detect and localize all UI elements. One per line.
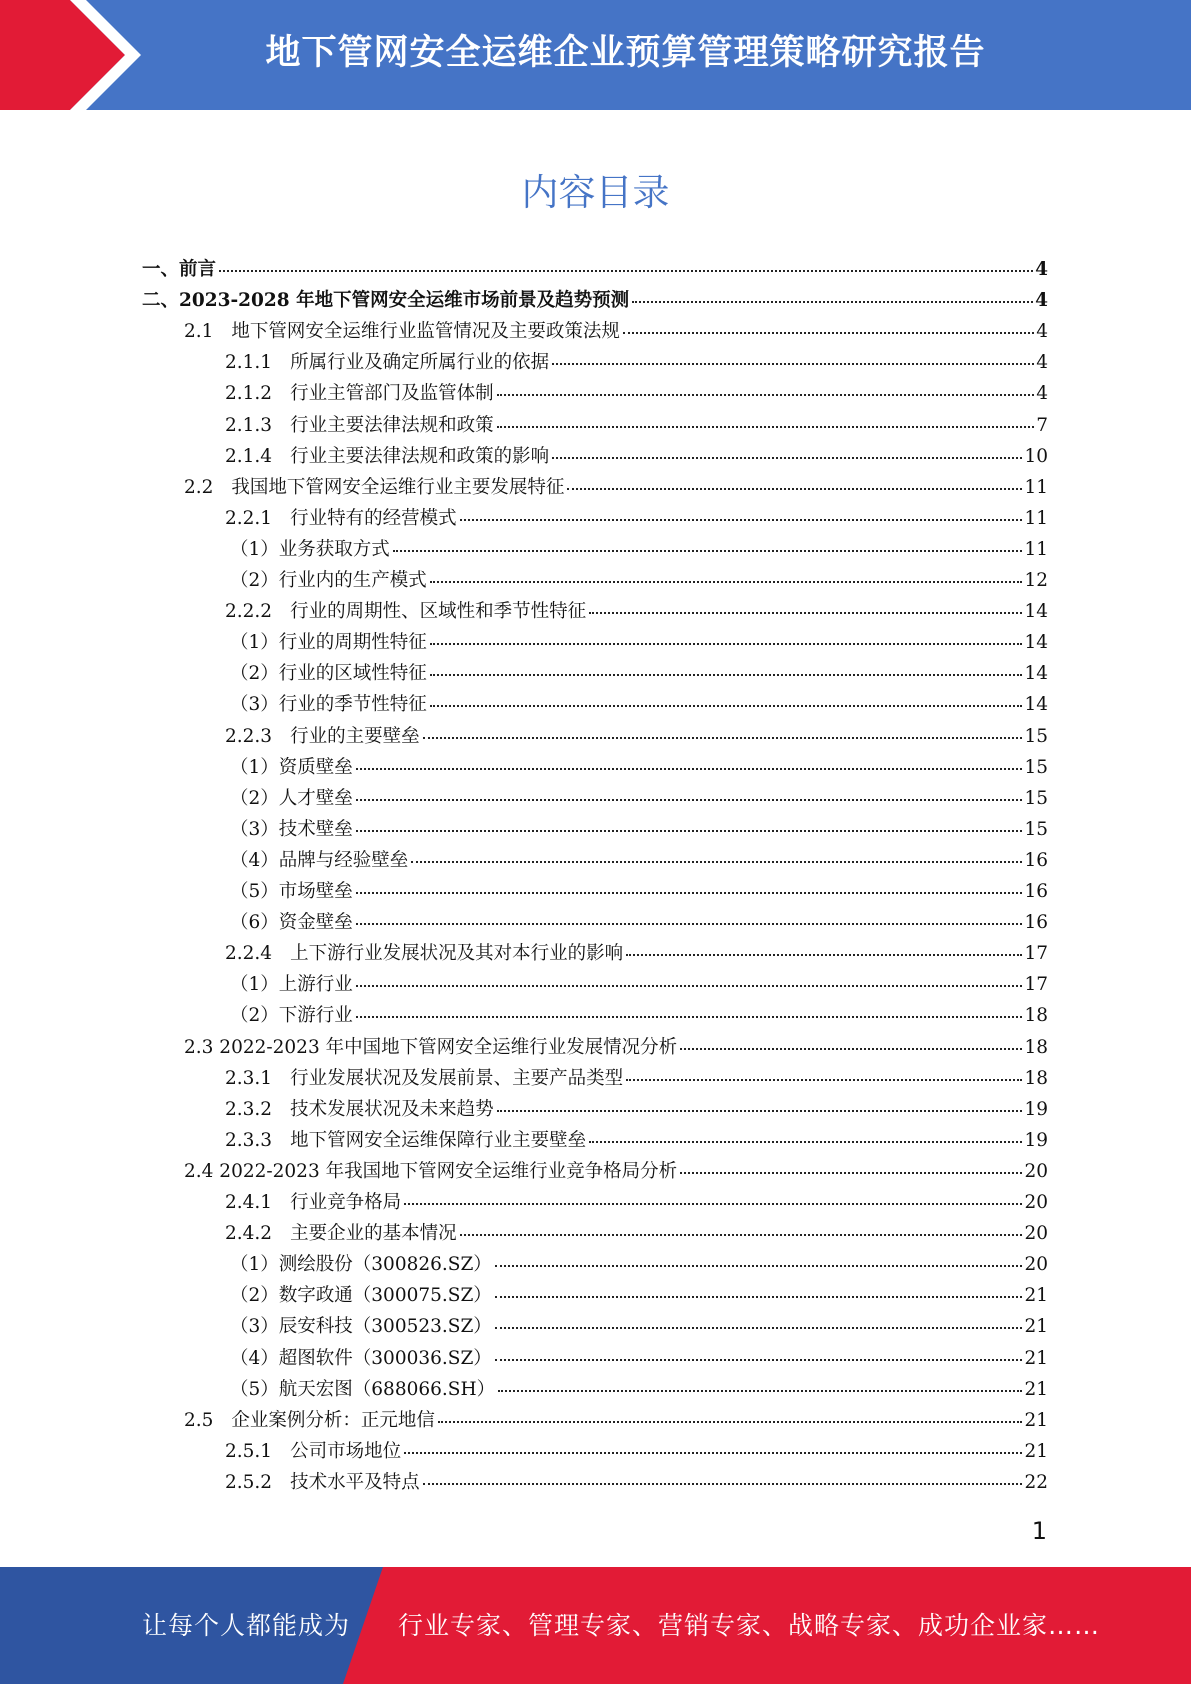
dot-leader <box>404 1184 1022 1205</box>
toc-entry-title: 企业案例分析：正元地信 <box>231 1409 435 1431</box>
dot-leader <box>430 686 1023 707</box>
toc-entry[interactable] <box>230 1000 1048 1031</box>
toc-entry-title: 品牌与经验壁垒 <box>278 849 409 871</box>
toc-entry-page: 4 <box>1036 382 1048 404</box>
dot-leader <box>430 562 1023 583</box>
dot-leader <box>552 438 1022 459</box>
toc-entry[interactable] <box>225 503 1048 534</box>
toc-entry[interactable] <box>230 534 1048 565</box>
toc-entry-number: （2） <box>230 1004 279 1026</box>
toc-entry[interactable] <box>184 1032 1048 1063</box>
toc-heading: 内容目录 <box>521 171 670 214</box>
toc-entry-number: 2.4.2 <box>225 1222 273 1244</box>
dot-leader <box>356 811 1023 832</box>
toc-entry[interactable] <box>225 1218 1048 1249</box>
dot-leader <box>423 1464 1023 1485</box>
toc-entry-number: 2.2.3 <box>225 725 273 747</box>
toc-entry-number: 2.5 <box>184 1409 214 1431</box>
dot-leader <box>356 966 1023 987</box>
toc-entry-page: 4 <box>1036 351 1048 373</box>
dot-leader <box>430 655 1023 676</box>
toc-entry[interactable] <box>142 254 1048 285</box>
toc-entry-page: 14 <box>1024 693 1048 715</box>
toc-entry[interactable] <box>225 378 1048 409</box>
toc-entry-title: 数字政通（300075.SZ） <box>278 1284 492 1306</box>
toc-entry-page: 14 <box>1024 600 1048 622</box>
toc-entry-number: 2.3.2 <box>225 1098 273 1120</box>
toc-entry-number: 一、 <box>142 258 180 280</box>
toc-entry-title: 2.3 2022-2023 年中国地下管网安全运维行业发展情况分析 <box>184 1036 678 1058</box>
toc-entry-title: 公司市场地位 <box>290 1440 402 1462</box>
toc-entry-title: 前言 <box>179 258 217 280</box>
toc-entry[interactable] <box>225 596 1048 627</box>
toc-entry-number: 2.2.2 <box>225 600 273 622</box>
toc-entry[interactable] <box>230 565 1048 596</box>
dot-leader <box>356 997 1023 1018</box>
dot-leader <box>497 1091 1023 1112</box>
toc-entry[interactable] <box>230 1249 1048 1280</box>
footer-slogan-right: 行业专家、管理专家、营销专家、战略专家、成功企业家…… <box>398 1611 1101 1640</box>
toc-entry-page: 21 <box>1024 1378 1048 1400</box>
toc-entry-title: 行业竞争格局 <box>290 1191 402 1213</box>
toc-entry[interactable] <box>230 1343 1048 1374</box>
toc-entry[interactable] <box>230 1374 1048 1405</box>
toc-entry-number: 2.4.1 <box>225 1191 273 1213</box>
toc-entry[interactable] <box>142 285 1048 316</box>
dot-leader <box>460 1215 1023 1236</box>
toc-entry-title: 行业的周期性、区域性和季节性特征 <box>290 600 587 622</box>
report-title: 地下管网安全运维企业预算管理策略研究报告 <box>265 33 986 73</box>
toc-entry-number: （4） <box>230 1347 279 1369</box>
toc-entry-page: 21 <box>1024 1284 1048 1306</box>
toc-entry[interactable] <box>225 1063 1048 1094</box>
toc-entry-page: 21 <box>1024 1440 1048 1462</box>
toc-entry-number: 2.5.1 <box>225 1440 273 1462</box>
toc-entry[interactable] <box>225 1187 1048 1218</box>
dot-leader <box>495 1246 1023 1267</box>
dot-leader <box>356 904 1023 925</box>
toc-entry[interactable] <box>230 752 1048 783</box>
toc-entry-title: 资质壁垒 <box>278 756 353 778</box>
toc-entry[interactable] <box>230 814 1048 845</box>
toc-entry-number: （4） <box>230 849 279 871</box>
dot-leader <box>623 313 1034 334</box>
toc-entry-number: （1） <box>230 538 279 560</box>
toc-entry[interactable] <box>184 1405 1048 1436</box>
toc-entry[interactable] <box>230 1311 1048 1342</box>
toc-entry-page: 17 <box>1024 942 1048 964</box>
toc-entry-title: 行业主要法律法规和政策的影响 <box>290 445 550 467</box>
toc-entry-page: 22 <box>1024 1471 1048 1493</box>
toc-entry-title: 超图软件（300036.SZ） <box>278 1347 492 1369</box>
toc-entry-number: （2） <box>230 662 279 684</box>
dot-leader <box>430 624 1023 645</box>
toc-entry-page: 12 <box>1024 569 1048 591</box>
footer-slogan-left: 让每个人都能成为 <box>142 1611 351 1640</box>
dot-leader <box>589 1122 1022 1143</box>
toc-entry-title: 行业内的生产模式 <box>278 569 427 591</box>
dot-leader <box>567 469 1022 490</box>
toc-entry-page: 14 <box>1024 631 1048 653</box>
toc-entry-page: 4 <box>1036 320 1048 342</box>
toc-entry-page: 20 <box>1024 1222 1048 1244</box>
toc-entry-title: 行业的主要壁垒 <box>290 725 420 747</box>
toc-entry[interactable] <box>230 689 1048 720</box>
toc-entry[interactable] <box>225 721 1048 752</box>
dot-leader <box>552 344 1034 365</box>
toc-entry-title: 行业的季节性特征 <box>278 693 427 715</box>
dot-leader <box>632 282 1033 303</box>
toc-entry-title: 技术发展状况及未来趋势 <box>290 1098 494 1120</box>
toc-entry-page: 18 <box>1024 1036 1048 1058</box>
toc-entry-title: 主要企业的基本情况 <box>290 1222 457 1244</box>
dot-leader <box>498 1371 1022 1392</box>
toc-entry[interactable] <box>225 347 1048 378</box>
toc-entry[interactable] <box>230 876 1048 907</box>
toc-entry-title: 测绘股份（300826.SZ） <box>278 1253 492 1275</box>
toc-entry-title: 我国地下管网安全运维行业主要发展特征 <box>231 476 565 498</box>
toc-entry[interactable] <box>225 1094 1048 1125</box>
dot-leader <box>589 593 1022 614</box>
toc-entry[interactable] <box>184 472 1048 503</box>
dot-leader <box>680 1153 1022 1174</box>
toc-entry-page: 20 <box>1024 1160 1048 1182</box>
toc-entry[interactable] <box>230 1280 1048 1311</box>
toc-entry-title: 资金壁垒 <box>278 911 353 933</box>
toc-entry-page: 10 <box>1024 445 1048 467</box>
toc-entry-number: （5） <box>230 1378 279 1400</box>
toc-entry-page: 21 <box>1024 1347 1048 1369</box>
dot-leader <box>497 407 1035 428</box>
dot-leader <box>495 1277 1023 1298</box>
toc-entry-title: 业务获取方式 <box>278 538 390 560</box>
toc-entry-number: 二、 <box>142 289 180 311</box>
toc-entry-number: （3） <box>230 693 279 715</box>
toc-entry-page: 11 <box>1024 538 1048 560</box>
toc-entry-number: （1） <box>230 631 279 653</box>
toc-entry-number: 2.1.2 <box>225 382 273 404</box>
toc-entry-number: 2.1.1 <box>225 351 273 373</box>
toc-entry-title: 人才壁垒 <box>278 787 353 809</box>
toc-entry-page: 21 <box>1024 1315 1048 1337</box>
dot-leader <box>356 780 1023 801</box>
toc-entry-page: 15 <box>1024 725 1048 747</box>
toc-entry[interactable] <box>225 938 1048 969</box>
toc-entry-number: 2.1.4 <box>225 445 273 467</box>
toc-entry-page: 21 <box>1024 1409 1048 1431</box>
dot-leader <box>219 251 1033 272</box>
toc-entry-title: 上游行业 <box>278 973 353 995</box>
toc-entry-number: 2.2.1 <box>225 507 273 529</box>
toc-entry-page: 14 <box>1024 662 1048 684</box>
dot-leader <box>404 1433 1022 1454</box>
toc-entry-title: 技术水平及特点 <box>290 1471 420 1493</box>
toc-entry-number: （3） <box>230 1315 279 1337</box>
toc-entry-title: 下游行业 <box>278 1004 353 1026</box>
dot-leader <box>411 842 1022 863</box>
dot-leader <box>438 1402 1023 1423</box>
toc-entry-page: 20 <box>1024 1253 1048 1275</box>
toc-entry[interactable] <box>184 1156 1048 1187</box>
toc-entry-page: 4 <box>1035 289 1048 311</box>
toc-entry[interactable] <box>230 907 1048 938</box>
toc-entry-number: 2.1 <box>184 320 214 342</box>
toc-entry-title: 上下游行业发展状况及其对本行业的影响 <box>290 942 624 964</box>
toc-entry-title: 2.4 2022-2023 年我国地下管网安全运维行业竞争格局分析 <box>184 1160 678 1182</box>
toc-entry-page: 11 <box>1024 476 1048 498</box>
toc-entry[interactable] <box>225 1436 1048 1467</box>
toc-entry-page: 15 <box>1024 787 1048 809</box>
toc-entry-page: 18 <box>1024 1004 1048 1026</box>
dot-leader <box>356 873 1023 894</box>
toc-entry-page: 19 <box>1024 1129 1048 1151</box>
toc-entry-page: 15 <box>1024 756 1048 778</box>
toc-entry-number: （1） <box>230 756 279 778</box>
toc-entry[interactable] <box>230 627 1048 658</box>
dot-leader <box>423 718 1023 739</box>
dot-leader <box>393 531 1023 552</box>
dot-leader <box>626 935 1022 956</box>
toc-entry-number: 2.1.3 <box>225 414 273 436</box>
toc-entry[interactable] <box>225 1125 1048 1156</box>
toc-entry-page: 17 <box>1024 973 1048 995</box>
chevron-arrow-icon <box>0 0 160 110</box>
toc-entry-page: 20 <box>1024 1191 1048 1213</box>
toc-entry-page: 16 <box>1024 880 1048 902</box>
toc-entry-title: 技术壁垒 <box>278 818 353 840</box>
toc-entry-number: （1） <box>230 1253 279 1275</box>
dot-leader <box>356 749 1023 770</box>
toc-entry-title: 行业主要法律法规和政策 <box>290 414 494 436</box>
toc-entry-title: 所属行业及确定所属行业的依据 <box>290 351 550 373</box>
toc-entry-title: 行业特有的经营模式 <box>290 507 457 529</box>
toc-entry[interactable] <box>184 316 1048 347</box>
toc-entry-title: 地下管网安全运维行业监管情况及主要政策法规 <box>231 320 620 342</box>
toc-entry[interactable] <box>230 658 1048 689</box>
dot-leader <box>495 1308 1023 1329</box>
dot-leader <box>497 375 1035 396</box>
toc-entry-page: 16 <box>1024 849 1048 871</box>
toc-entry-number: （3） <box>230 818 279 840</box>
toc-entry-page: 16 <box>1024 911 1048 933</box>
toc-entry-number: （2） <box>230 569 279 591</box>
toc-entry[interactable] <box>225 441 1048 472</box>
toc-entry[interactable] <box>230 969 1048 1000</box>
toc-entry[interactable] <box>230 845 1048 876</box>
toc-entry-title: 行业主管部门及监管体制 <box>290 382 494 404</box>
toc-entry-page: 4 <box>1035 258 1048 280</box>
toc-entry-number: 2.2 <box>184 476 214 498</box>
toc-entry[interactable] <box>225 1467 1048 1498</box>
toc-entry-number: 2.3.3 <box>225 1129 273 1151</box>
footer-banner <box>0 1567 1191 1684</box>
toc-entry-title: 市场壁垒 <box>278 880 353 902</box>
header-banner <box>0 0 1191 110</box>
toc-entry-number: （6） <box>230 911 279 933</box>
toc-entry-title: 2023-2028 年地下管网安全运维市场前景及趋势预测 <box>179 289 630 311</box>
toc-entry-page: 7 <box>1036 414 1048 436</box>
toc-entry-number: （2） <box>230 787 279 809</box>
dot-leader <box>495 1340 1023 1361</box>
toc-entry[interactable] <box>225 410 1048 441</box>
toc-entry-number: 2.2.4 <box>225 942 273 964</box>
toc-entry-title: 行业发展状况及发展前景、主要产品类型 <box>290 1067 624 1089</box>
dot-leader <box>626 1060 1022 1081</box>
toc-entry-number: （2） <box>230 1284 279 1306</box>
toc-entry-page: 18 <box>1024 1067 1048 1089</box>
toc-entry-number: （5） <box>230 880 279 902</box>
toc-entry-page: 11 <box>1024 507 1048 529</box>
toc-entry-title: 行业的周期性特征 <box>278 631 427 653</box>
dot-leader <box>680 1029 1022 1050</box>
page-number: 1 <box>1031 1517 1047 1545</box>
toc-entry-title: 航天宏图（688066.SH） <box>278 1378 496 1400</box>
toc-entry[interactable] <box>230 783 1048 814</box>
toc-entry-number: 2.3.1 <box>225 1067 273 1089</box>
toc-entry-number: 2.5.2 <box>225 1471 273 1493</box>
dot-leader <box>460 500 1023 521</box>
toc-entry-page: 19 <box>1024 1098 1048 1120</box>
toc-entry-title: 行业的区域性特征 <box>278 662 427 684</box>
toc-entry-title: 辰安科技（300523.SZ） <box>278 1315 492 1337</box>
toc-entry-title: 地下管网安全运维保障行业主要壁垒 <box>290 1129 587 1151</box>
toc-entry-page: 15 <box>1024 818 1048 840</box>
toc-entry-number: （1） <box>230 973 279 995</box>
